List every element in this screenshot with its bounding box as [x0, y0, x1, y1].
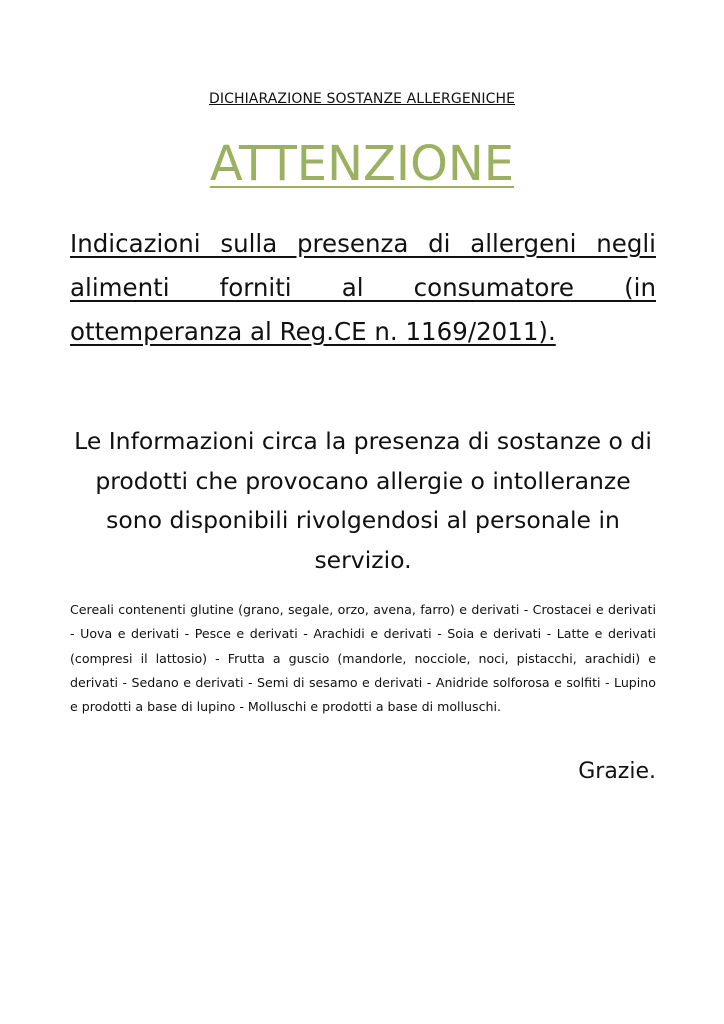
thanks-text: Grazie.	[578, 759, 656, 784]
allergen-list: Cereali contenenti glutine (grano, segale, orzo, avena, farro) e derivati - Crostacei e derivati - Uova e derivati - Pesce e derivati - Arachidi e derivati - Soia e derivati - Latte e derivati (compresi il lattosio) - Frutta a guscio (mandorle, nocciole, noci, pistacchi, arachidi) e derivati - Sedano e derivati - Semi di sesamo e derivati - Anidride solforosa e solfiti - Lupino e prodotti a base di lupino - Molluschi e prodotti a base di molluschi.	[70, 602, 656, 715]
document-heading: DICHIARAZIONE SOSTANZE ALLERGENICHE	[208, 91, 516, 107]
intro-paragraph: Indicazioni sulla presenza di allergeni negli alimenti forniti al consumatore (in ottemperanza al Reg.CE n. 1169/2011).	[70, 229, 656, 346]
attention-title: ATTENZIONE	[209, 136, 515, 192]
info-paragraph: Le Informazioni circa la presenza di sostanze o di prodotti che provocano allergie o intolleranze sono disponibili rivolgendosi al personale in servizio.	[74, 427, 652, 574]
